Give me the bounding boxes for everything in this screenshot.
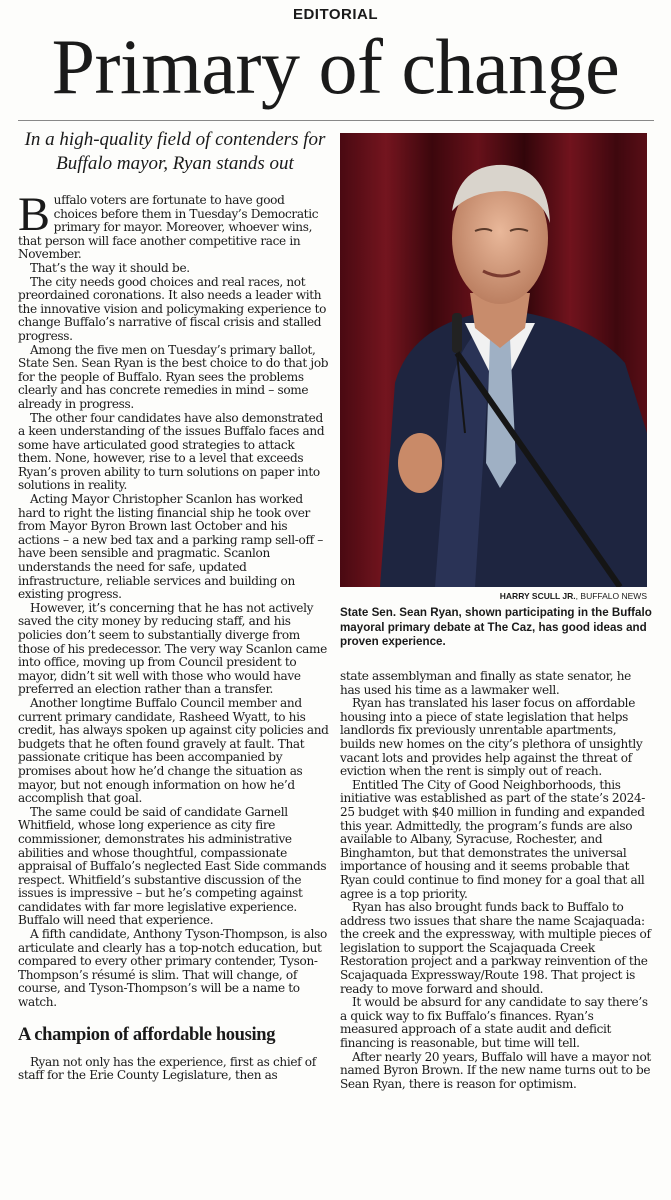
photo-credit (340, 591, 647, 602)
right-column (340, 670, 654, 1091)
body-paragraph: That’s the way it should be. (30, 260, 190, 275)
body-paragraph: After nearly 20 years, Buffalo will have a mayor not named Byron Brown. If the new name turns out to be Sean Ryan, there is reason for optimism. (340, 1049, 651, 1091)
article-photo (340, 133, 647, 587)
body-paragraph: However, it’s concerning that he has not actively saved the city money by reducing staff, and his policies don’t seem to substantially diverge from those of his predecessor. The very way Scanlon came into office, moving up from Council president to mayor, didn’t sit well with those who would have preferred an election rather than a transfer. (18, 600, 327, 697)
speaker-photo-illustration (340, 133, 647, 587)
photo-credit-name: HARRY SCULL JR. (499, 591, 576, 601)
deck: In a high-quality field of contenders for Buffalo mayor, Ryan stands out (24, 129, 326, 174)
headline: Primary of change (51, 23, 620, 110)
body-paragraph: The other four candidates have also demonstrated a keen understanding of the issues Buffalo faces and some have articulated good strategies to attack them. None, however, rise to a level that exceeds Ryan’s proven ability to turn solutions on paper into solutions in reality. (18, 410, 325, 493)
lead-paragraph (18, 188, 330, 262)
dropcap: B (18, 188, 50, 241)
body-paragraph: Ryan has translated his laser focus on affordable housing into a piece of state legislation that helps landlords fix previously unrentable apartments, builds new homes on the city’s plethora of unsightly vacant lots and provides help against the threat of eviction when the rent is simply out of reach. (340, 696, 643, 779)
body-paragraph: The city needs good choices and real races, not preordained coronations. It also needs a leader with the innovative vision and policymaking experience to change Buffalo’s narrative of fiscal crisis and stalled progress. (18, 274, 327, 343)
body-paragraph: Acting Mayor Christopher Scanlon has worked hard to right the listing financial ship he took over from Mayor Byron Brown last October and his actions – a new bed tax and a parking ramp sell-off – have been sensible and pragmatic. Scanlon understands the need for safe, updated infrastructure, reliable services and building on existing progress. (18, 492, 323, 602)
body-paragraph: It would be absurd for any candidate to say there’s a quick way to fix Buffalo’s finances. Ryan’s measured approach of a state audit and deficit financing is reasonable, but time will tell. (340, 995, 648, 1051)
body-paragraph: Among the five men on Tuesday’s primary ballot, State Sen. Sean Ryan is the best choice to do that job for the people of Buffalo. Ryan sees the problems clearly and has concrete remedies in mind – some already in progress. (18, 342, 329, 411)
body-paragraph: Entitled The City of Good Neighborhoods, this initiative was established as part of the state’s 2024-25 budget with $40 million in funding and expanded this year. Admittedly, the program’s funds are also available to Albany, Syracuse, Rochester, and Binghamton, but that demonstrates the universal importance of housing and it seems probable that Ryan could continue to find money for a goal that all agree is a top priority. (340, 777, 646, 901)
photo-credit-outlet: , BUFFALO NEWS (575, 591, 647, 601)
subhead: A champion of affordable housing (18, 1024, 276, 1045)
photo-caption: State Sen. Sean Ryan, shown participating in the Buffalo mayoral primary debate at The Caz, has good ideas and proven experience. (340, 606, 652, 648)
lead-text: uffalo voters are fortunate to have good choices before them in Tuesday’s Democratic primary for mayor. Moreover, whoever wins, that person will face another competitive race in November. (18, 193, 319, 262)
body-paragraph: The same could be said of candidate Garnell Whitfield, whose long experience as city fire commissioner, demonstrates his administrative abilities and whose thoughtful, compassionate appraisal of Buffalo’s neglected East Side commands respect. Whitfield’s substantive discussion of the issues is impressive – but he’s competing against candidates with far more legislative experience. Buffalo will need that experience. (18, 804, 327, 928)
section-label: EDITORIAL (292, 6, 379, 23)
body-paragraph: Ryan has also brought funds back to Buffalo to address two issues that share the name Scajaquada: the creek and the expressway, with multiple pieces of legislation to support the Scajaquada Creek Restoration project and a parkway reinvention of the Scajaquada Expressway/Route 198. That project is ready to move forward and should. (340, 900, 651, 996)
body-paragraph: A fifth candidate, Anthony Tyson-Thompson, is also articulate and clearly has a top-notch education, but compared to every other primary contender, Tyson-Thompson’s résumé is slim. That will change, of course, and Tyson-Thompson’s will be a name to watch. (18, 927, 327, 1010)
headline-rule (18, 120, 654, 121)
body-paragraph: Another longtime Buffalo Council member and current primary candidate, Rasheed Wyatt, to his credit, has always spoken up against city policies and budgets that he often found gravely at fault. That passionate critique has been accompanied by promises about how he’d change the situation as mayor, but not enough information on how he’d accomplish that goal. (18, 695, 329, 806)
left-column (18, 188, 330, 1083)
body-paragraph: Ryan not only has the experience, first as chief of staff for the Erie County Legislature, then as (18, 1054, 316, 1083)
body-paragraph: state assemblyman and finally as state senator, he has used his time as a lawmaker well. (340, 669, 631, 697)
